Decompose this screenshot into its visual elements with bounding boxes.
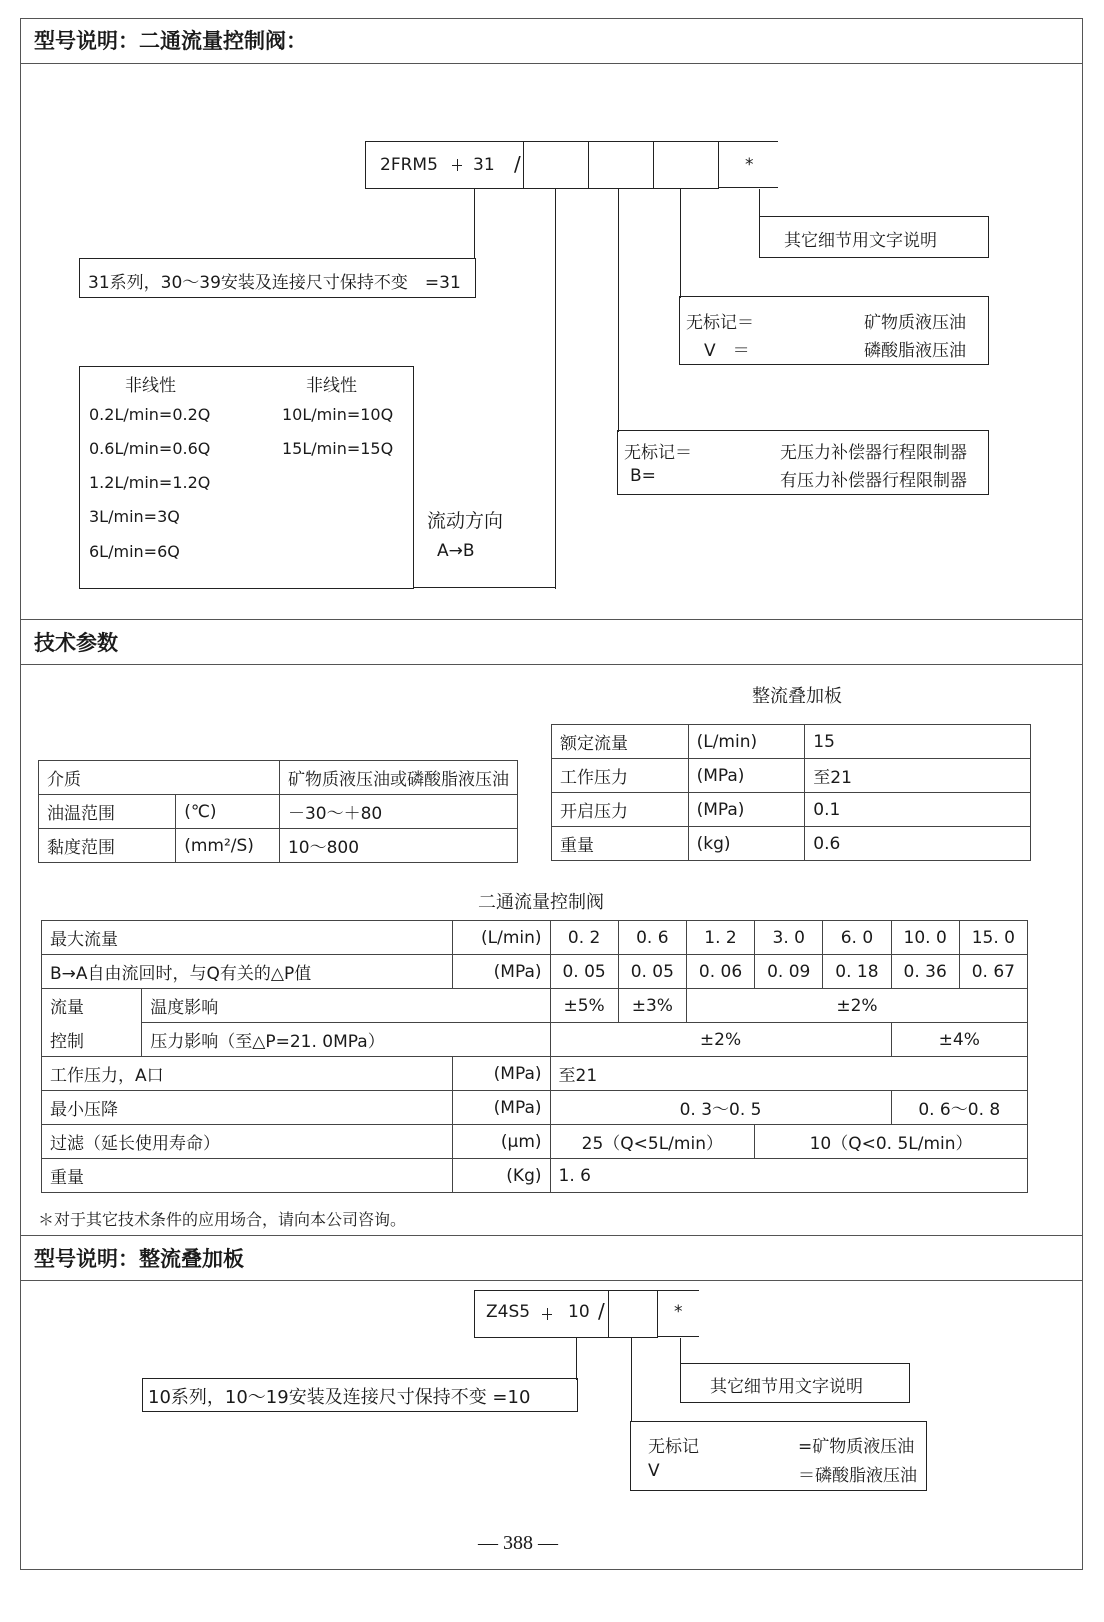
plate-code-dash-tick: [547, 1308, 548, 1320]
plate-code-box-3-bottom: [657, 1336, 699, 1337]
min-drop-cell: 0. 6～0. 8: [891, 1091, 1027, 1125]
temp-effect-cell: ±3%: [618, 989, 686, 1023]
plate-table-row: [552, 725, 1031, 759]
code-box-5-top: [718, 141, 778, 142]
code-series: 31: [473, 155, 495, 175]
oil-row2-value: 磷酸脂液压油: [864, 341, 966, 361]
series-label: 31系列，30～39安装及连接尺寸保持不变 =31: [88, 273, 461, 293]
medium-table-row: [39, 795, 518, 829]
medium-table-row: [39, 829, 518, 863]
filter-unit: (μm): [453, 1125, 550, 1159]
plate-table-cell: 开启压力: [552, 793, 689, 827]
max-flow-cell: 3. 0: [755, 921, 823, 955]
work-pressure-unit: (MPa): [453, 1057, 550, 1091]
oil-leader: [680, 189, 681, 298]
row-max-flow: [42, 921, 1028, 955]
flow-left-item: 3L/min=3Q: [89, 507, 180, 526]
plate-code-box-2: [608, 1290, 658, 1338]
medium-table-cell: (mm²/S): [176, 829, 280, 863]
plate-code-slash: /: [598, 1299, 605, 1323]
page-number: — 388 —: [478, 1532, 558, 1554]
plate-table-cell: (MPa): [688, 759, 805, 793]
press-effect-cell: ±2%: [550, 1023, 891, 1057]
plate-table-cell: 工作压力: [552, 759, 689, 793]
work-pressure-label: 工作压力，A口: [42, 1057, 453, 1091]
oil-row1-value: 矿物质液压油: [864, 313, 966, 333]
delta-p-cell: 0. 06: [686, 955, 754, 989]
max-flow-cell: 1. 2: [686, 921, 754, 955]
medium-table-cell: [176, 761, 280, 795]
flow-direction-label: 流动方向: [427, 510, 504, 532]
medium-table-cell: (℃): [176, 795, 280, 829]
row-min-drop: [42, 1091, 1028, 1125]
min-drop-unit: (MPa): [453, 1091, 550, 1125]
code-box-4: [653, 141, 719, 189]
plate-table-row: [552, 827, 1031, 861]
plate-table: [551, 724, 1031, 861]
section-title-valve-model: 型号说明：二通流量控制阀：: [20, 18, 1083, 64]
other-details-label: 其它细节用文字说明: [784, 231, 937, 251]
plate-code-prefix: Z4S5: [486, 1302, 531, 1322]
plate-table-row: [552, 759, 1031, 793]
max-flow-unit: (L/min): [453, 921, 550, 955]
flow-control-label-2: 控制: [42, 1023, 142, 1057]
medium-table-cell: 油温范围: [39, 795, 176, 829]
row-delta-p: [42, 955, 1028, 989]
medium-table-cell: 矿物质液压油或磷酸脂液压油: [279, 761, 517, 795]
flow-left-item: 6L/min=6Q: [89, 542, 180, 561]
code-box-2: [523, 141, 589, 189]
plate-oil-row2-key: V: [648, 1461, 660, 1481]
flow-leader: [555, 189, 556, 589]
plate-oil-row1-value: =矿物质液压油: [798, 1437, 915, 1457]
plate-oil-row1-key: 无标记: [648, 1437, 699, 1457]
delta-p-cell: 0. 05: [618, 955, 686, 989]
plate-code-series: 10: [568, 1302, 590, 1322]
section-title-plate-model: 型号说明：整流叠加板: [20, 1235, 1083, 1281]
plate-table-cell: 额定流量: [552, 725, 689, 759]
row-weight: [42, 1159, 1028, 1193]
flow-left-item: 0.2L/min=0.2Q: [89, 405, 211, 424]
min-drop-label: 最小压降: [42, 1091, 453, 1125]
plate-table-cell: (MPa): [688, 793, 805, 827]
comp-leader: [618, 189, 619, 432]
plate-table-cell: 至21: [805, 759, 1031, 793]
max-flow-cell: 15. 0: [959, 921, 1027, 955]
row-temp-effect: [42, 989, 1028, 1023]
flow-control-label-1: 流量: [42, 989, 142, 1023]
comp-row1-key: 无标记＝: [624, 443, 692, 463]
temp-effect-cell: ±2%: [686, 989, 1027, 1023]
medium-table-cell: 黏度范围: [39, 829, 176, 863]
plate-table-cell: (kg): [688, 827, 805, 861]
code-dash-tick: [457, 159, 458, 171]
oil-row2-key: V ＝: [704, 341, 750, 361]
flow-right-item: 15L/min=15Q: [282, 439, 394, 458]
code-box-3: [588, 141, 654, 189]
plate-code-star: *: [674, 1302, 683, 1322]
series-leader: [474, 189, 475, 259]
delta-p-cell: 0. 36: [891, 955, 959, 989]
plate-table-cell: 重量: [552, 827, 689, 861]
code-star: *: [745, 155, 754, 175]
press-effect-cell: ±4%: [891, 1023, 1027, 1057]
filter-cell: 25（Q<5L/min）: [550, 1125, 755, 1159]
weight-label: 重量: [42, 1159, 453, 1193]
plate-series-leader: [576, 1338, 577, 1380]
flow-left-item: 0.6L/min=0.6Q: [89, 439, 211, 458]
medium-table-cell: －30～＋80: [279, 795, 517, 829]
delta-p-label: B→A自由流回时，与Q有关的△P值: [42, 955, 453, 989]
row-work-pressure: [42, 1057, 1028, 1091]
other-leader: [759, 189, 760, 217]
delta-p-cell: 0. 09: [755, 955, 823, 989]
min-drop-cell: 0. 3～0. 5: [550, 1091, 891, 1125]
valve-params-table: [41, 920, 1028, 1193]
valve-table-caption: 二通流量控制阀: [478, 892, 604, 913]
plate-table-cell: (L/min): [688, 725, 805, 759]
plate-series-label: 10系列，10～19安装及连接尺寸保持不变 =10: [148, 1387, 531, 1408]
max-flow-cell: 0. 6: [618, 921, 686, 955]
plate-oil-leader: [631, 1338, 632, 1422]
max-flow-cell: 0. 2: [550, 921, 618, 955]
flow-direction-bottom: [413, 587, 556, 588]
work-pressure-value: 至21: [550, 1057, 1027, 1091]
medium-table: [38, 760, 518, 863]
comp-row2-key: B=: [630, 466, 656, 486]
flow-left-item: 1.2L/min=1.2Q: [89, 473, 211, 492]
delta-p-unit: (MPa): [453, 955, 550, 989]
plate-oil-row2-value: ＝磷酸脂液压油: [798, 1466, 917, 1486]
flow-head-right: 非线性: [306, 376, 357, 396]
temp-effect-cell: ±5%: [550, 989, 618, 1023]
medium-table-cell: 10～800: [279, 829, 517, 863]
medium-table-cell: 介质: [39, 761, 176, 795]
max-flow-cell: 10. 0: [891, 921, 959, 955]
weight-value: 1. 6: [550, 1159, 1027, 1193]
max-flow-label: 最大流量: [42, 921, 453, 955]
section-title-tech-params: 技术参数: [20, 619, 1083, 665]
plate-table-cell: 0.1: [805, 793, 1031, 827]
temp-effect-label: 温度影响: [142, 989, 550, 1023]
comp-row2-value: 有压力补偿器行程限制器: [780, 471, 967, 491]
row-press-effect: [42, 1023, 1028, 1057]
flow-direction-value: A→B: [437, 541, 475, 561]
delta-p-cell: 0. 05: [550, 955, 618, 989]
comp-row1-value: 无压力补偿器行程限制器: [780, 443, 967, 463]
plate-code-box-3-top: [657, 1290, 699, 1291]
press-effect-label: 压力影响（至△P=21. 0MPa）: [142, 1023, 550, 1057]
plate-table-caption: 整流叠加板: [752, 686, 842, 707]
filter-cell: 10（Q<0. 5L/min）: [755, 1125, 1028, 1159]
row-filter: [42, 1125, 1028, 1159]
filter-label: 过滤（延长使用寿命）: [42, 1125, 453, 1159]
flow-head-left: 非线性: [125, 376, 176, 396]
delta-p-cell: 0. 67: [959, 955, 1027, 989]
plate-table-cell: 15: [805, 725, 1031, 759]
delta-p-cell: 0. 18: [823, 955, 891, 989]
oil-row1-key: 无标记＝: [686, 313, 754, 333]
footnote: ＊对于其它技术条件的应用场合，请向本公司咨询。: [38, 1210, 407, 1229]
code-prefix: 2FRM5: [380, 155, 438, 175]
flow-right-item: 10L/min=10Q: [282, 405, 394, 424]
weight-unit: (Kg): [453, 1159, 550, 1193]
max-flow-cell: 6. 0: [823, 921, 891, 955]
code-box-5-bottom: [718, 187, 778, 188]
plate-other-label: 其它细节用文字说明: [710, 1377, 863, 1397]
medium-table-row: [39, 761, 518, 795]
plate-table-row: [552, 793, 1031, 827]
plate-table-cell: 0.6: [805, 827, 1031, 861]
plate-other-leader: [680, 1338, 681, 1364]
code-slash: /: [514, 152, 521, 176]
